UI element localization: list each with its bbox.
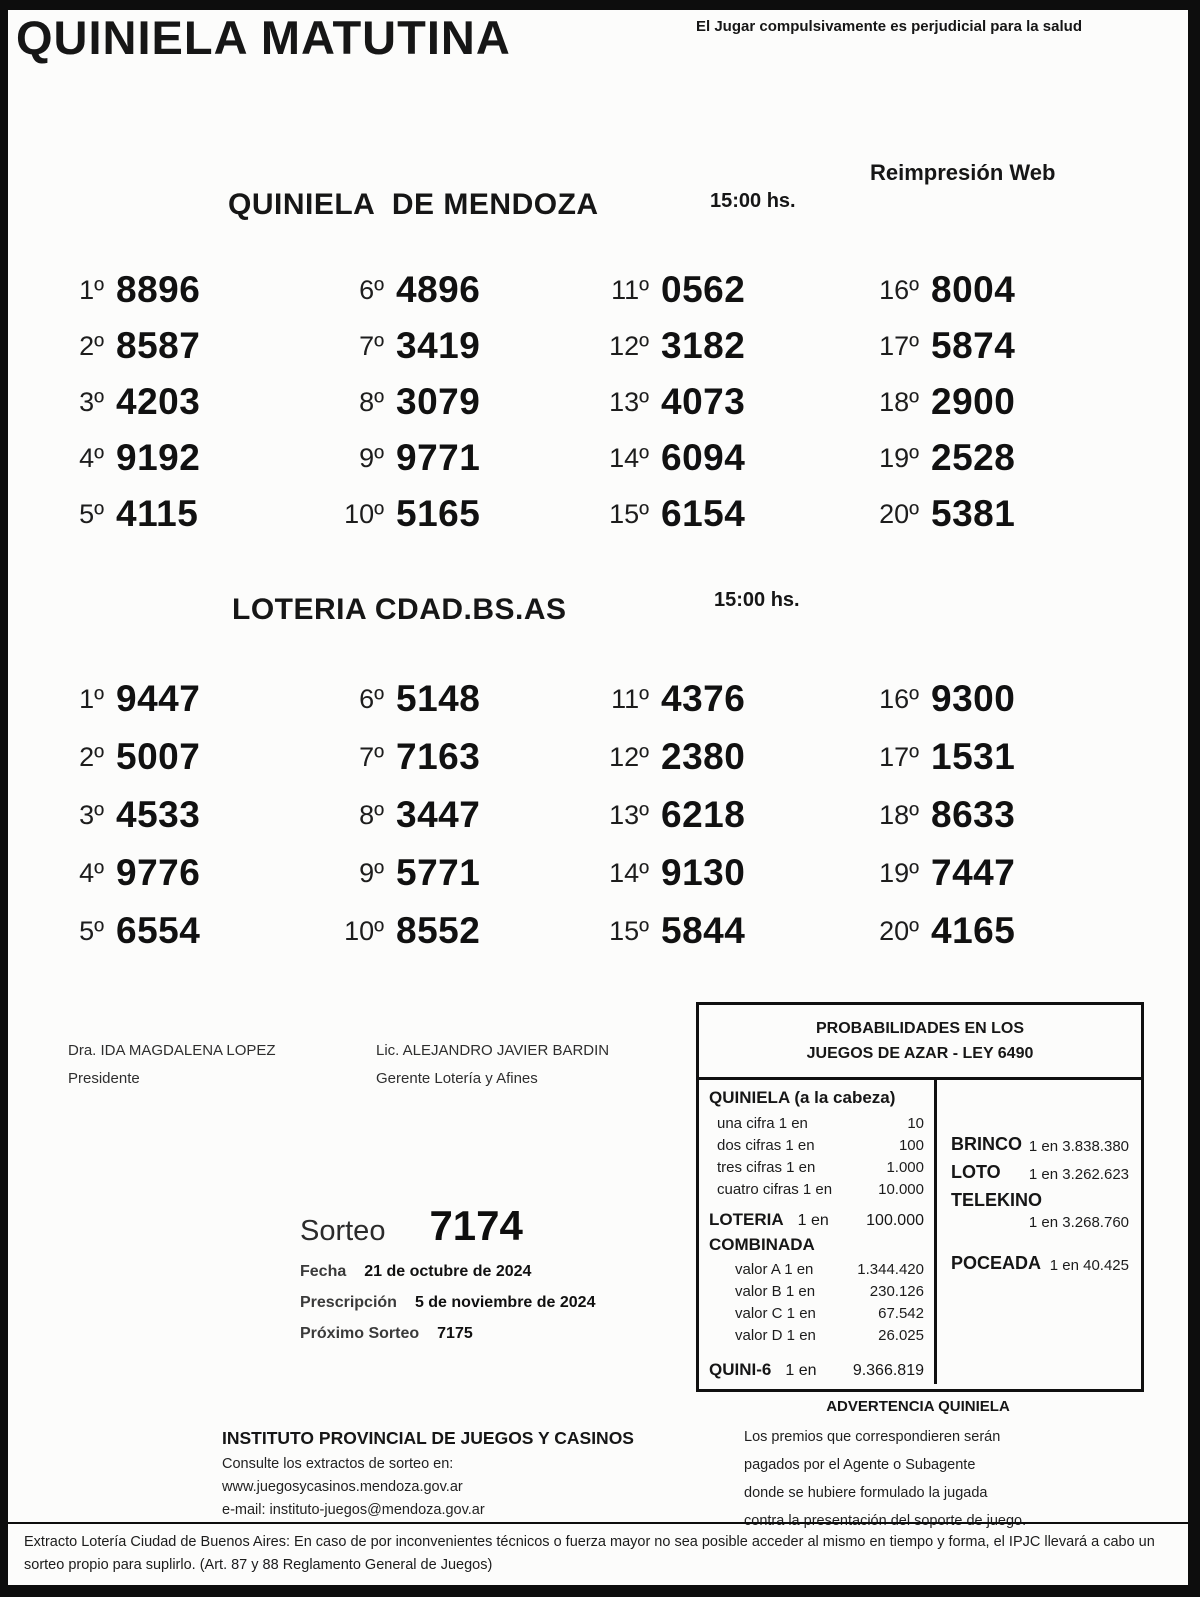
result-item xyxy=(30,486,310,542)
odds-value: 1 en 40.425 xyxy=(1049,1257,1129,1274)
result-item xyxy=(845,262,1075,318)
odds-value: 230.126 xyxy=(869,1283,924,1300)
result-position: 14º xyxy=(609,857,649,888)
quiniela-odds-heading: QUINIELA (a la cabeza) xyxy=(709,1088,896,1107)
loto-odds-row xyxy=(951,1162,1129,1183)
result-position: 9º xyxy=(359,857,384,888)
result-item xyxy=(575,728,845,786)
result-number: 3079 xyxy=(396,381,481,422)
result-number: 9130 xyxy=(661,852,746,893)
probabilities-body xyxy=(699,1080,1141,1384)
signature-role: Gerente Lotería y Afines xyxy=(376,1070,538,1087)
result-item xyxy=(845,728,1075,786)
result-position: 5º xyxy=(79,498,104,529)
result-item xyxy=(30,902,310,960)
result-position: 14º xyxy=(609,442,649,473)
signature-manager xyxy=(376,1042,609,1087)
result-item xyxy=(310,262,575,318)
game-name: POCEADA xyxy=(951,1253,1042,1273)
result-position: 15º xyxy=(609,498,649,529)
result-item xyxy=(575,430,845,486)
result-number: 3419 xyxy=(396,325,481,366)
result-position: 18º xyxy=(879,799,919,830)
result-item xyxy=(575,902,845,960)
probabilities-title-line2: JUEGOS DE AZAR - LEY 6490 xyxy=(806,1045,1034,1062)
result-item xyxy=(845,374,1075,430)
result-item xyxy=(845,318,1075,374)
odds-value: 1.344.420 xyxy=(857,1261,924,1278)
warning-line: contra la presentación del soporte de juego. xyxy=(744,1513,1027,1529)
result-number: 5874 xyxy=(931,325,1016,366)
result-item xyxy=(575,374,845,430)
result-position: 3º xyxy=(79,386,104,417)
probabilities-title xyxy=(699,1005,1141,1080)
warning-title: ADVERTENCIA QUINIELA xyxy=(826,1398,1010,1415)
probabilities-box xyxy=(696,1002,1144,1392)
prescription-value: 5 de noviembre de 2024 xyxy=(414,1294,596,1311)
result-number: 1531 xyxy=(931,736,1016,777)
result-position: 12º xyxy=(609,330,649,361)
probabilities-right-column xyxy=(937,1080,1141,1384)
result-number: 3182 xyxy=(661,325,746,366)
poceada-odds-row xyxy=(951,1253,1129,1274)
draw-date-row xyxy=(300,1263,595,1281)
game-name: BRINCO xyxy=(951,1134,1022,1154)
result-item xyxy=(30,374,310,430)
odds-label: valor A 1 en xyxy=(735,1261,814,1278)
result-position: 2º xyxy=(79,330,104,361)
result-item xyxy=(575,786,845,844)
reprint-label: Reimpresión Web xyxy=(870,160,1056,185)
odds-row xyxy=(709,1157,924,1179)
result-position: 3º xyxy=(79,799,104,830)
result-position: 17º xyxy=(879,741,919,772)
result-position: 9º xyxy=(359,442,384,473)
prescription-row xyxy=(300,1294,595,1312)
result-number: 2380 xyxy=(661,736,746,777)
game-name: QUINI-6 xyxy=(709,1360,772,1379)
institute-consult-line: Consulte los extractos de sorteo en: xyxy=(222,1456,454,1472)
warning-line: pagados por el Agente o Subagente xyxy=(744,1457,976,1473)
result-position: 13º xyxy=(609,799,649,830)
result-number: 4073 xyxy=(661,381,746,422)
odds-row xyxy=(709,1179,924,1201)
page-title: QUINIELA MATUTINA xyxy=(16,11,511,64)
result-item xyxy=(30,728,310,786)
odds-value: 10.000 xyxy=(878,1181,924,1198)
odds-row xyxy=(709,1113,924,1135)
result-item xyxy=(575,486,845,542)
result-position: 2º xyxy=(79,741,104,772)
odds-label: tres cifras 1 en xyxy=(717,1159,816,1176)
result-item xyxy=(575,262,845,318)
date-label: Fecha xyxy=(300,1263,347,1280)
result-item xyxy=(845,844,1075,902)
odds-row xyxy=(709,1135,924,1157)
result-number: 2528 xyxy=(931,437,1016,478)
signature-name: Lic. ALEJANDRO JAVIER BARDIN xyxy=(376,1042,610,1059)
result-number: 9192 xyxy=(116,437,201,478)
result-number: 5381 xyxy=(931,493,1016,534)
result-item xyxy=(845,786,1075,844)
result-number: 0562 xyxy=(661,269,746,310)
result-number: 8552 xyxy=(396,910,481,951)
result-position: 12º xyxy=(609,741,649,772)
result-position: 1º xyxy=(79,274,104,305)
warning-line: Los premios que correspondieren serán xyxy=(744,1429,1001,1445)
result-number: 4165 xyxy=(931,910,1016,951)
result-item xyxy=(845,486,1075,542)
result-position: 10º xyxy=(344,915,384,946)
result-number: 7447 xyxy=(931,852,1016,893)
result-position: 11º xyxy=(611,683,649,714)
odds-value: 1 en 3.268.760 xyxy=(1028,1214,1129,1231)
result-number: 2900 xyxy=(931,381,1016,422)
result-item xyxy=(30,430,310,486)
odds-value: 10 xyxy=(907,1115,924,1132)
result-number: 4115 xyxy=(116,493,199,534)
institute-website: www.juegosycasinos.mendoza.gov.ar xyxy=(222,1479,463,1495)
result-position: 6º xyxy=(359,683,384,714)
odds-label: valor C 1 en xyxy=(735,1305,816,1322)
probabilities-title-line1: PROBABILIDADES EN LOS xyxy=(815,1020,1024,1037)
result-position: 19º xyxy=(879,442,919,473)
result-item xyxy=(310,374,575,430)
draw-title-mendoza: QUINIELA DE MENDOZA xyxy=(228,188,599,221)
odds-value: 1.000 xyxy=(886,1159,924,1176)
email-value: instituto-juegos@mendoza.gov.ar xyxy=(269,1502,485,1518)
result-position: 4º xyxy=(79,442,104,473)
quini6-odds-row xyxy=(709,1360,924,1380)
odds-value: 9.366.819 xyxy=(852,1362,924,1379)
result-number: 4376 xyxy=(661,678,746,719)
odds-row xyxy=(709,1325,924,1347)
game-name: TELEKINO xyxy=(951,1190,1043,1210)
result-item xyxy=(575,670,845,728)
odds-label: valor B 1 en xyxy=(735,1283,816,1300)
result-item xyxy=(310,486,575,542)
result-position: 18º xyxy=(879,386,919,417)
result-position: 4º xyxy=(79,857,104,888)
next-draw-value: 7175 xyxy=(437,1325,473,1342)
result-position: 13º xyxy=(609,386,649,417)
draw-info-block xyxy=(300,1202,595,1343)
email-label: e-mail: xyxy=(222,1502,266,1518)
draw-time-mendoza: 15:00 hs. xyxy=(710,190,796,212)
health-warning: El Jugar compulsivamente es perjudicial para la salud xyxy=(696,18,1082,35)
result-position: 8º xyxy=(359,799,384,830)
next-draw-row xyxy=(300,1325,595,1343)
result-number: 5007 xyxy=(116,736,201,777)
result-number: 5771 xyxy=(396,852,481,893)
loteria-odds-row xyxy=(709,1210,924,1230)
result-position: 17º xyxy=(879,330,919,361)
quiniela-odds-rows xyxy=(709,1113,924,1201)
result-number: 9300 xyxy=(931,678,1016,719)
odds-row xyxy=(709,1303,924,1325)
result-item xyxy=(845,902,1075,960)
draw-time-bsas: 15:00 hs. xyxy=(714,589,800,611)
result-item xyxy=(30,844,310,902)
result-number: 9771 xyxy=(396,437,481,478)
odds-value: 26.025 xyxy=(878,1327,924,1344)
result-item xyxy=(575,844,845,902)
result-position: 7º xyxy=(359,741,384,772)
result-number: 8896 xyxy=(116,269,201,310)
warning-line: donde se hubiere formulado la jugada xyxy=(744,1485,988,1501)
result-item xyxy=(310,430,575,486)
signature-name: Dra. IDA MAGDALENA LOPEZ xyxy=(68,1042,276,1059)
result-number: 8587 xyxy=(116,325,201,366)
result-number: 5148 xyxy=(396,678,481,719)
prescription-label: Prescripción xyxy=(300,1294,397,1311)
result-position: 20º xyxy=(879,498,919,529)
result-position: 1º xyxy=(79,683,104,714)
footer-disclaimer: Extracto Lotería Ciudad de Buenos Aires: En caso de por inconvenientes técnicos o fuerza mayor no sea posible acceder al mismo en tiempo y forma, el IPJC llevará a cabo un sorteo propio para suplirlo. (Art. 87 y 88 Reglamento General de Juegos) xyxy=(8,1522,1188,1585)
result-item xyxy=(310,902,575,960)
result-number: 9776 xyxy=(116,852,201,893)
signature-president xyxy=(68,1042,276,1087)
game-name: LOTO xyxy=(951,1162,1001,1182)
result-number: 4896 xyxy=(396,269,481,310)
result-position: 5º xyxy=(79,915,104,946)
odds-value: 100.000 xyxy=(866,1212,924,1229)
result-position: 6º xyxy=(359,274,384,305)
result-number: 6218 xyxy=(661,794,746,835)
result-item xyxy=(575,318,845,374)
result-number: 6554 xyxy=(116,910,201,951)
result-item xyxy=(310,670,575,728)
odds-mid: 1 en xyxy=(797,1212,829,1229)
result-position: 16º xyxy=(879,274,919,305)
odds-label: una cifra 1 en xyxy=(717,1115,808,1132)
result-number: 4533 xyxy=(116,794,201,835)
odds-mid: 1 en xyxy=(785,1362,817,1379)
odds-value: 1 en 3.838.380 xyxy=(1028,1138,1129,1155)
draw-number-label: Sorteo xyxy=(300,1215,386,1247)
result-item xyxy=(310,318,575,374)
result-position: 8º xyxy=(359,386,384,417)
result-position: 19º xyxy=(879,857,919,888)
result-position: 11º xyxy=(611,274,649,305)
result-number: 6094 xyxy=(661,437,746,478)
odds-value: 67.542 xyxy=(878,1305,924,1322)
result-position: 20º xyxy=(879,915,919,946)
result-item xyxy=(310,844,575,902)
odds-value: 100 xyxy=(898,1137,924,1154)
result-position: 7º xyxy=(359,330,384,361)
result-item xyxy=(30,670,310,728)
combinada-odds-rows xyxy=(709,1259,924,1347)
result-item xyxy=(845,670,1075,728)
institute-name: INSTITUTO PROVINCIAL DE JUEGOS Y CASINOS xyxy=(222,1428,634,1448)
result-number: 8004 xyxy=(931,269,1016,310)
odds-row xyxy=(709,1281,924,1303)
result-number: 7163 xyxy=(396,736,481,777)
draw-number-row xyxy=(300,1202,595,1250)
game-name: LOTERIA xyxy=(709,1210,784,1229)
probabilities-left-column xyxy=(699,1080,937,1384)
result-number: 4203 xyxy=(116,381,201,422)
date-value: 21 de octubre de 2024 xyxy=(364,1263,532,1280)
odds-label: valor D 1 en xyxy=(735,1327,816,1344)
result-number: 8633 xyxy=(931,794,1016,835)
result-item xyxy=(30,786,310,844)
warning-block xyxy=(744,1398,1092,1535)
next-draw-label: Próximo Sorteo xyxy=(300,1325,420,1342)
odds-value: 1 en 3.262.623 xyxy=(1028,1166,1129,1183)
result-number: 9447 xyxy=(116,678,201,719)
combinada-heading: COMBINADA xyxy=(709,1235,815,1254)
result-item xyxy=(30,318,310,374)
draw-number: 7174 xyxy=(429,1202,523,1249)
result-item xyxy=(310,728,575,786)
odds-label: cuatro cifras 1 en xyxy=(717,1181,833,1198)
institute-block xyxy=(222,1428,634,1518)
signature-role: Presidente xyxy=(68,1070,140,1087)
brinco-odds-row xyxy=(951,1134,1129,1155)
result-item xyxy=(30,262,310,318)
results-grid-mendoza xyxy=(30,262,1075,542)
result-position: 16º xyxy=(879,683,919,714)
odds-row xyxy=(709,1259,924,1281)
result-number: 5844 xyxy=(661,910,746,951)
result-number: 6154 xyxy=(661,493,746,534)
result-number: 5165 xyxy=(396,493,481,534)
result-number: 3447 xyxy=(396,794,481,835)
results-grid-bsas xyxy=(30,670,1075,960)
institute-email-row xyxy=(222,1502,634,1518)
result-position: 10º xyxy=(344,498,384,529)
draw-title-bsas: LOTERIA CDAD.BS.AS xyxy=(232,593,567,626)
odds-label: dos cifras 1 en xyxy=(717,1137,815,1154)
result-item xyxy=(845,430,1075,486)
result-position: 15º xyxy=(609,915,649,946)
telekino-odds-row xyxy=(951,1190,1129,1231)
result-item xyxy=(310,786,575,844)
